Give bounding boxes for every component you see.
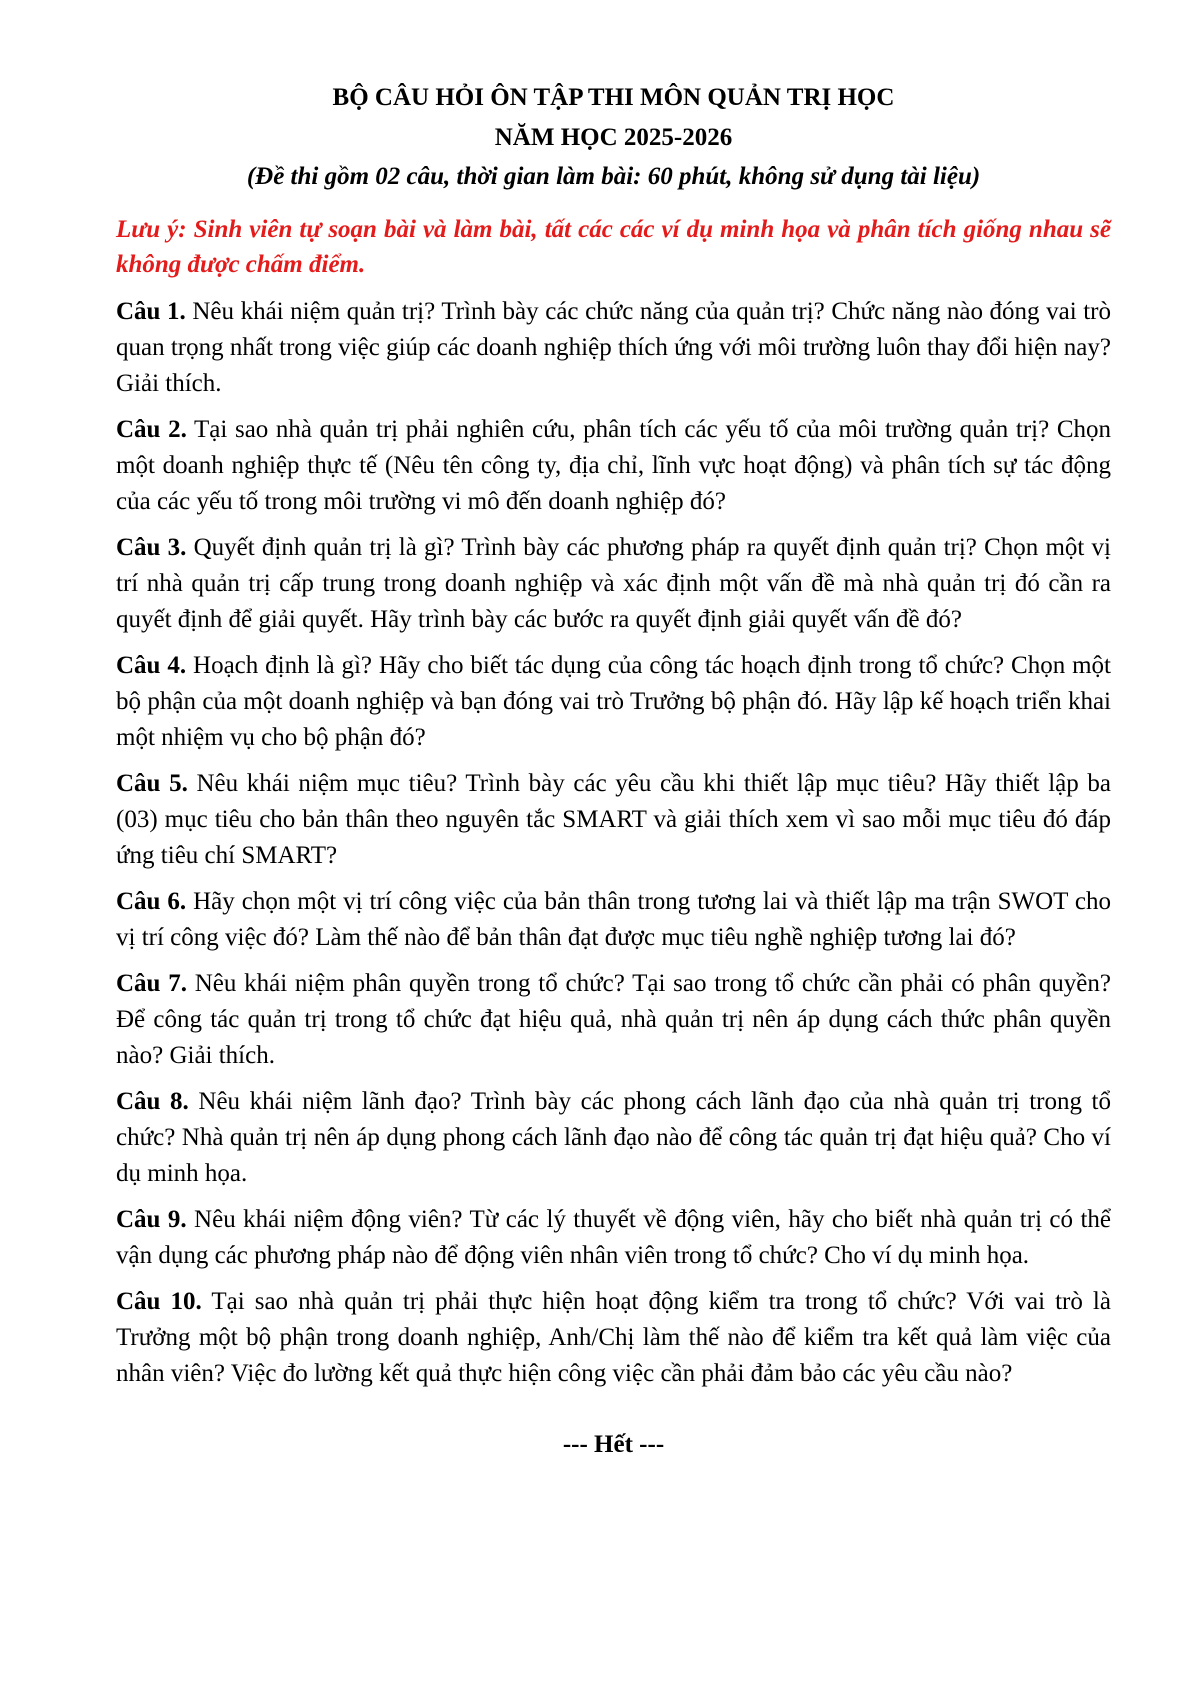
question-label: Câu 3. xyxy=(116,534,187,561)
document-title-line2: NĂM HỌC 2025-2026 xyxy=(494,124,733,151)
question-text: Tại sao nhà quản trị phải nghiên cứu, phân tích các yếu tố của môi trường quản trị? Chọn một doanh nghiệp thực tế (Nêu tên công ty, địa chỉ, lĩnh vực hoạt động) và phân tích sự tác động của các yếu tố trong môi trường vi mô đến doanh nghiệp đó? xyxy=(116,416,1111,515)
question-6 xyxy=(116,884,1111,956)
question-text: Nêu khái niệm phân quyền trong tổ chức? Tại sao trong tổ chức cần phải có phân quyền? Để công tác quản trị trong tổ chức đạt hiệu quả, nhà quản trị nên áp dụng cách thức phân quyền nào? Giải thích. xyxy=(116,970,1111,1069)
question-label: Câu 6. xyxy=(116,888,187,915)
note-warning: Lưu ý: Sinh viên tự soạn bài và làm bài, tất các các ví dụ minh họa và phân tích giống nhau sẽ không được chấm điểm. xyxy=(116,216,1111,278)
question-text: Hãy chọn một vị trí công việc của bản thân trong tương lai và thiết lập ma trận SWOT cho vị trí công việc đó? Làm thế nào để bản thân đạt được mục tiêu nghề nghiệp tương lai đó? xyxy=(116,888,1111,951)
question-label: Câu 5. xyxy=(116,770,188,797)
question-text: Nêu khái niệm động viên? Từ các lý thuyết về động viên, hãy cho biết nhà quản trị có thể vận dụng các phương pháp nào để động viên nhân viên trong tổ chức? Cho ví dụ minh họa. xyxy=(116,1206,1111,1269)
question-4 xyxy=(116,648,1111,756)
question-label: Câu 1. xyxy=(116,298,186,325)
question-7 xyxy=(116,966,1111,1074)
question-1 xyxy=(116,294,1111,402)
question-text: Nêu khái niệm quản trị? Trình bày các chức năng của quản trị? Chức năng nào đóng vai trò quan trọng nhất trong việc giúp các doanh nghiệp thích ứng với môi trường luôn thay đổi hiện nay? Giải thích. xyxy=(116,298,1112,397)
end-marker: --- Hết --- xyxy=(562,1431,665,1458)
exam-instructions: (Đề thi gồm 02 câu, thời gian làm bài: 60 phút, không sử dụng tài liệu) xyxy=(246,163,981,190)
question-label: Câu 10. xyxy=(116,1288,202,1315)
question-text: Hoạch định là gì? Hãy cho biết tác dụng của công tác hoạch định trong tổ chức? Chọn một bộ phận của một doanh nghiệp và bạn đóng vai trò Trưởng bộ phận đó. Hãy lập kế hoạch triển khai một nhiệm vụ cho bộ phận đó? xyxy=(116,652,1111,751)
document-page xyxy=(116,78,1111,1489)
question-5 xyxy=(116,766,1111,874)
question-9 xyxy=(116,1202,1111,1274)
question-text: Nêu khái niệm mục tiêu? Trình bày các yêu cầu khi thiết lập mục tiêu? Hãy thiết lập ba (03) mục tiêu cho bản thân theo nguyên tắc SMART và giải thích xem vì sao mỗi mục tiêu đó đáp ứng tiêu chí SMART? xyxy=(116,770,1111,869)
question-text: Quyết định quản trị là gì? Trình bày các phương pháp ra quyết định quản trị? Chọn một vị trí nhà quản trị cấp trung trong doanh nghiệp và xác định một vấn đề mà nhà quản trị đó cần ra quyết định để giải quyết. Hãy trình bày các bước ra quyết định giải quyết vấn đề đó? xyxy=(116,534,1111,633)
question-2 xyxy=(116,412,1111,520)
question-10 xyxy=(116,1284,1111,1392)
question-label: Câu 2. xyxy=(116,416,187,443)
question-label: Câu 7. xyxy=(116,970,187,997)
document-title-line1: BỘ CÂU HỎI ÔN TẬP THI MÔN QUẢN TRỊ HỌC xyxy=(332,84,895,111)
question-label: Câu 9. xyxy=(116,1206,187,1233)
question-label: Câu 4. xyxy=(116,652,187,679)
question-text: Tại sao nhà quản trị phải thực hiện hoạt động kiểm tra trong tổ chức? Với vai trò là Trưởng một bộ phận trong doanh nghiệp, Anh/Chị làm thế nào để kiểm tra kết quả làm việc của nhân viên? Việc đo lường kết quả thực hiện công việc cần phải đảm bảo các yêu cầu nào? xyxy=(116,1288,1111,1387)
question-text: Nêu khái niệm lãnh đạo? Trình bày các phong cách lãnh đạo của nhà quản trị trong tổ chức? Nhà quản trị nên áp dụng phong cách lãnh đạo nào để công tác quản trị đạt hiệu quả? Cho ví dụ minh họa. xyxy=(116,1088,1112,1187)
question-8 xyxy=(116,1084,1111,1192)
question-label: Câu 8. xyxy=(116,1088,189,1115)
question-3 xyxy=(116,530,1111,638)
